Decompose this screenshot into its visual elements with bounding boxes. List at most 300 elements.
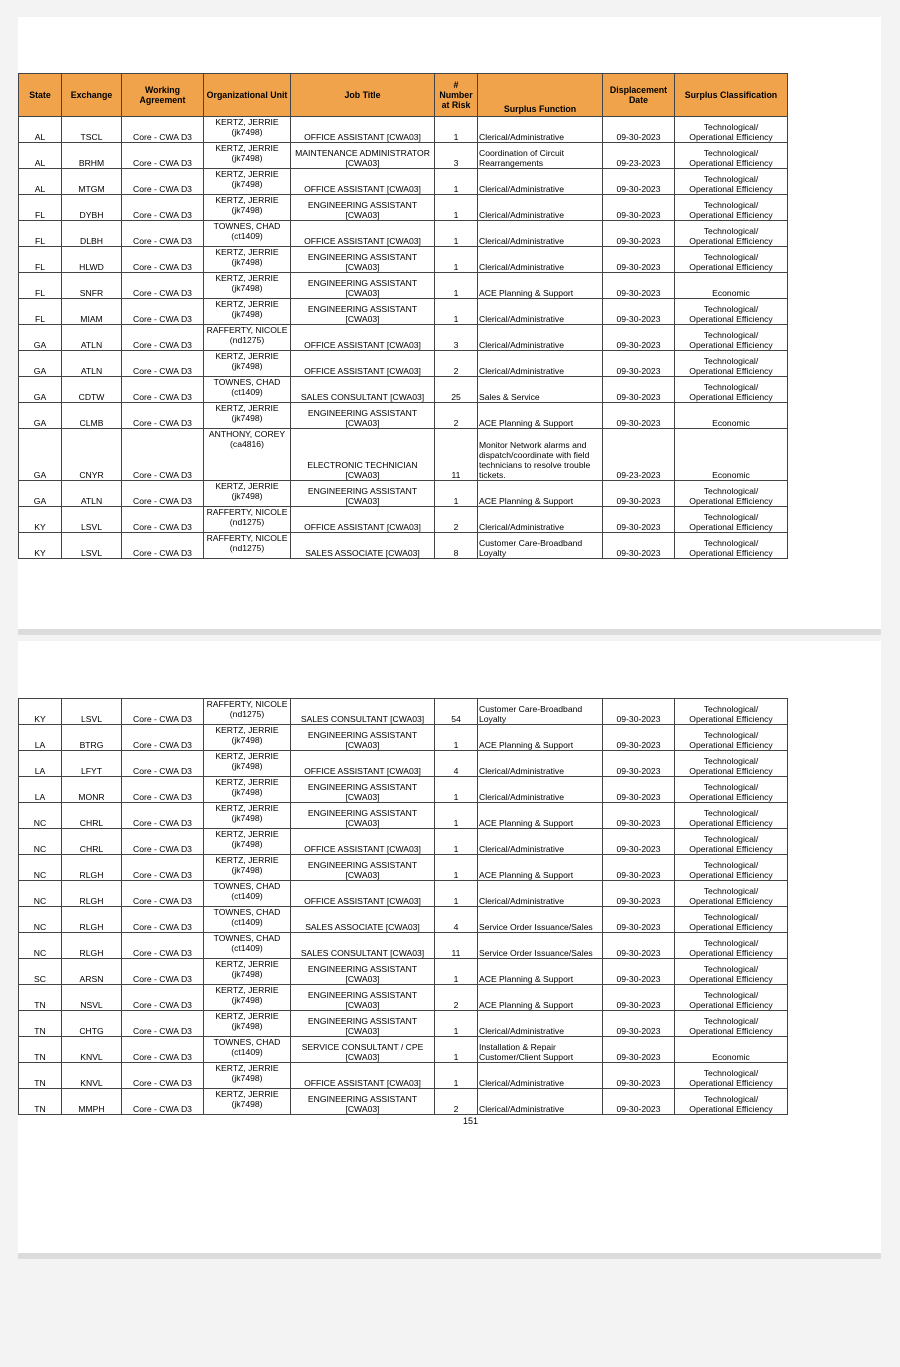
cell-surplus-function: Customer Care-Broadband Loyalty bbox=[478, 699, 603, 725]
table-row bbox=[19, 725, 788, 751]
cell-state: TN bbox=[19, 985, 62, 1011]
cell-state: NC bbox=[19, 907, 62, 933]
cell-exchange: ATLN bbox=[62, 325, 122, 351]
cell-number-at-risk: 1 bbox=[435, 855, 478, 881]
header-number-at-risk: # Number at Risk bbox=[435, 74, 478, 117]
cell-state: KY bbox=[19, 699, 62, 725]
cell-state: TN bbox=[19, 1011, 62, 1037]
cell-job-title: ENGINEERING ASSISTANT [CWA03] bbox=[291, 725, 435, 751]
cell-state: TN bbox=[19, 1089, 62, 1115]
table-body-page-2 bbox=[19, 699, 788, 1115]
cell-surplus-function: Clerical/Administrative bbox=[478, 169, 603, 195]
cell-surplus-function: Clerical/Administrative bbox=[478, 1089, 603, 1115]
cell-working-agreement: Core - CWA D3 bbox=[122, 985, 204, 1011]
cell-job-title: OFFICE ASSISTANT [CWA03] bbox=[291, 751, 435, 777]
cell-state: NC bbox=[19, 829, 62, 855]
table-row bbox=[19, 377, 788, 403]
surplus-table-page-1 bbox=[18, 73, 788, 559]
cell-surplus-classification: Technological/ Operational Efficiency bbox=[675, 299, 788, 325]
table-row bbox=[19, 195, 788, 221]
cell-surplus-function: Clerical/Administrative bbox=[478, 507, 603, 533]
cell-exchange: RLGH bbox=[62, 881, 122, 907]
cell-exchange: HLWD bbox=[62, 247, 122, 273]
cell-working-agreement: Core - CWA D3 bbox=[122, 855, 204, 881]
cell-state: NC bbox=[19, 881, 62, 907]
table-row bbox=[19, 299, 788, 325]
cell-job-title: ENGINEERING ASSISTANT [CWA03] bbox=[291, 1089, 435, 1115]
cell-working-agreement: Core - CWA D3 bbox=[122, 959, 204, 985]
cell-exchange: RLGH bbox=[62, 855, 122, 881]
cell-org-unit: KERTZ, JERRIE (jk7498) bbox=[204, 351, 291, 377]
cell-job-title: ENGINEERING ASSISTANT [CWA03] bbox=[291, 247, 435, 273]
cell-exchange: MIAM bbox=[62, 299, 122, 325]
table-row bbox=[19, 959, 788, 985]
cell-displacement-date: 09-30-2023 bbox=[603, 533, 675, 559]
cell-displacement-date: 09-30-2023 bbox=[603, 273, 675, 299]
cell-working-agreement: Core - CWA D3 bbox=[122, 725, 204, 751]
cell-number-at-risk: 2 bbox=[435, 507, 478, 533]
cell-working-agreement: Core - CWA D3 bbox=[122, 169, 204, 195]
cell-org-unit: KERTZ, JERRIE (jk7498) bbox=[204, 1011, 291, 1037]
cell-number-at-risk: 2 bbox=[435, 351, 478, 377]
cell-surplus-classification: Technological/ Operational Efficiency bbox=[675, 117, 788, 143]
cell-surplus-classification: Technological/ Operational Efficiency bbox=[675, 221, 788, 247]
cell-exchange: CHRL bbox=[62, 829, 122, 855]
table-row bbox=[19, 273, 788, 299]
cell-exchange: DLBH bbox=[62, 221, 122, 247]
cell-number-at-risk: 2 bbox=[435, 1089, 478, 1115]
cell-org-unit: ANTHONY, COREY (ca4816) bbox=[204, 429, 291, 481]
cell-surplus-classification: Technological/ Operational Efficiency bbox=[675, 881, 788, 907]
cell-org-unit: KERTZ, JERRIE (jk7498) bbox=[204, 117, 291, 143]
cell-number-at-risk: 1 bbox=[435, 959, 478, 985]
cell-exchange: ATLN bbox=[62, 481, 122, 507]
cell-number-at-risk: 54 bbox=[435, 699, 478, 725]
cell-org-unit: KERTZ, JERRIE (jk7498) bbox=[204, 777, 291, 803]
header-exchange: Exchange bbox=[62, 74, 122, 117]
cell-working-agreement: Core - CWA D3 bbox=[122, 751, 204, 777]
cell-surplus-function: Clerical/Administrative bbox=[478, 325, 603, 351]
cell-surplus-function: Clerical/Administrative bbox=[478, 247, 603, 273]
cell-job-title: ENGINEERING ASSISTANT [CWA03] bbox=[291, 1011, 435, 1037]
table-row bbox=[19, 1011, 788, 1037]
cell-surplus-function: ACE Planning & Support bbox=[478, 959, 603, 985]
cell-job-title: ENGINEERING ASSISTANT [CWA03] bbox=[291, 855, 435, 881]
cell-org-unit: KERTZ, JERRIE (jk7498) bbox=[204, 803, 291, 829]
cell-org-unit: TOWNES, CHAD (ct1409) bbox=[204, 907, 291, 933]
table-body-page-1 bbox=[19, 117, 788, 559]
cell-surplus-function: Clerical/Administrative bbox=[478, 221, 603, 247]
cell-state: GA bbox=[19, 325, 62, 351]
cell-surplus-function: Installation & Repair Customer/Client Support bbox=[478, 1037, 603, 1063]
cell-exchange: BRHM bbox=[62, 143, 122, 169]
table-row bbox=[19, 247, 788, 273]
cell-displacement-date: 09-30-2023 bbox=[603, 195, 675, 221]
cell-number-at-risk: 3 bbox=[435, 325, 478, 351]
cell-exchange: NSVL bbox=[62, 985, 122, 1011]
table-row bbox=[19, 429, 788, 481]
cell-surplus-function: Service Order Issuance/Sales bbox=[478, 933, 603, 959]
cell-displacement-date: 09-30-2023 bbox=[603, 169, 675, 195]
cell-exchange: LSVL bbox=[62, 699, 122, 725]
table-row bbox=[19, 933, 788, 959]
cell-working-agreement: Core - CWA D3 bbox=[122, 507, 204, 533]
cell-state: LA bbox=[19, 777, 62, 803]
cell-surplus-classification: Technological/ Operational Efficiency bbox=[675, 907, 788, 933]
cell-number-at-risk: 1 bbox=[435, 195, 478, 221]
cell-displacement-date: 09-30-2023 bbox=[603, 377, 675, 403]
table-row bbox=[19, 881, 788, 907]
cell-displacement-date: 09-30-2023 bbox=[603, 507, 675, 533]
cell-exchange: MONR bbox=[62, 777, 122, 803]
cell-org-unit: TOWNES, CHAD (ct1409) bbox=[204, 881, 291, 907]
cell-displacement-date: 09-30-2023 bbox=[603, 221, 675, 247]
cell-state: GA bbox=[19, 429, 62, 481]
cell-surplus-function: ACE Planning & Support bbox=[478, 985, 603, 1011]
cell-job-title: OFFICE ASSISTANT [CWA03] bbox=[291, 507, 435, 533]
cell-number-at-risk: 1 bbox=[435, 803, 478, 829]
cell-exchange: MTGM bbox=[62, 169, 122, 195]
cell-surplus-function: Monitor Network alarms and dispatch/coordinate with field technicians to resolve trouble tickets. bbox=[478, 429, 603, 481]
cell-job-title: OFFICE ASSISTANT [CWA03] bbox=[291, 1063, 435, 1089]
cell-exchange: CNYR bbox=[62, 429, 122, 481]
table-row bbox=[19, 699, 788, 725]
cell-displacement-date: 09-30-2023 bbox=[603, 881, 675, 907]
cell-state: FL bbox=[19, 273, 62, 299]
cell-exchange: SNFR bbox=[62, 273, 122, 299]
cell-surplus-function: Clerical/Administrative bbox=[478, 1063, 603, 1089]
cell-job-title: OFFICE ASSISTANT [CWA03] bbox=[291, 169, 435, 195]
cell-surplus-classification: Technological/ Operational Efficiency bbox=[675, 377, 788, 403]
cell-surplus-function: Clerical/Administrative bbox=[478, 1011, 603, 1037]
surplus-table-page-2 bbox=[18, 698, 788, 1115]
cell-job-title: ENGINEERING ASSISTANT [CWA03] bbox=[291, 403, 435, 429]
cell-job-title: SALES CONSULTANT [CWA03] bbox=[291, 933, 435, 959]
cell-surplus-classification: Technological/ Operational Efficiency bbox=[675, 533, 788, 559]
cell-exchange: RLGH bbox=[62, 933, 122, 959]
cell-working-agreement: Core - CWA D3 bbox=[122, 429, 204, 481]
cell-number-at-risk: 25 bbox=[435, 377, 478, 403]
cell-org-unit: KERTZ, JERRIE (jk7498) bbox=[204, 725, 291, 751]
cell-working-agreement: Core - CWA D3 bbox=[122, 1089, 204, 1115]
cell-job-title: ELECTRONIC TECHNICIAN [CWA03] bbox=[291, 429, 435, 481]
cell-working-agreement: Core - CWA D3 bbox=[122, 325, 204, 351]
cell-number-at-risk: 1 bbox=[435, 169, 478, 195]
cell-surplus-function: Customer Care-Broadband Loyalty bbox=[478, 533, 603, 559]
cell-surplus-function: ACE Planning & Support bbox=[478, 403, 603, 429]
cell-exchange: DYBH bbox=[62, 195, 122, 221]
cell-job-title: SALES ASSOCIATE [CWA03] bbox=[291, 907, 435, 933]
table-row bbox=[19, 1063, 788, 1089]
cell-exchange: BTRG bbox=[62, 725, 122, 751]
table-row bbox=[19, 803, 788, 829]
table-row bbox=[19, 325, 788, 351]
cell-working-agreement: Core - CWA D3 bbox=[122, 117, 204, 143]
cell-surplus-classification: Technological/ Operational Efficiency bbox=[675, 725, 788, 751]
cell-exchange: CHTG bbox=[62, 1011, 122, 1037]
cell-working-agreement: Core - CWA D3 bbox=[122, 907, 204, 933]
cell-exchange: ARSN bbox=[62, 959, 122, 985]
cell-working-agreement: Core - CWA D3 bbox=[122, 403, 204, 429]
cell-working-agreement: Core - CWA D3 bbox=[122, 1063, 204, 1089]
cell-number-at-risk: 11 bbox=[435, 429, 478, 481]
cell-org-unit: TOWNES, CHAD (ct1409) bbox=[204, 221, 291, 247]
cell-surplus-function: Clerical/Administrative bbox=[478, 195, 603, 221]
cell-number-at-risk: 1 bbox=[435, 1011, 478, 1037]
cell-job-title: ENGINEERING ASSISTANT [CWA03] bbox=[291, 481, 435, 507]
cell-surplus-function: Clerical/Administrative bbox=[478, 829, 603, 855]
table-header-row bbox=[19, 74, 788, 117]
cell-surplus-function: Clerical/Administrative bbox=[478, 751, 603, 777]
cell-surplus-classification: Technological/ Operational Efficiency bbox=[675, 803, 788, 829]
cell-number-at-risk: 1 bbox=[435, 1037, 478, 1063]
cell-org-unit: KERTZ, JERRIE (jk7498) bbox=[204, 299, 291, 325]
cell-org-unit: KERTZ, JERRIE (jk7498) bbox=[204, 403, 291, 429]
cell-working-agreement: Core - CWA D3 bbox=[122, 1011, 204, 1037]
cell-exchange: KNVL bbox=[62, 1037, 122, 1063]
cell-org-unit: KERTZ, JERRIE (jk7498) bbox=[204, 985, 291, 1011]
cell-working-agreement: Core - CWA D3 bbox=[122, 247, 204, 273]
cell-number-at-risk: 1 bbox=[435, 273, 478, 299]
cell-displacement-date: 09-30-2023 bbox=[603, 933, 675, 959]
cell-working-agreement: Core - CWA D3 bbox=[122, 803, 204, 829]
cell-state: FL bbox=[19, 221, 62, 247]
cell-exchange: LFYT bbox=[62, 751, 122, 777]
cell-org-unit: KERTZ, JERRIE (jk7498) bbox=[204, 195, 291, 221]
cell-job-title: ENGINEERING ASSISTANT [CWA03] bbox=[291, 299, 435, 325]
table-row bbox=[19, 117, 788, 143]
cell-number-at-risk: 1 bbox=[435, 777, 478, 803]
cell-org-unit: RAFFERTY, NICOLE (nd1275) bbox=[204, 699, 291, 725]
cell-state: FL bbox=[19, 299, 62, 325]
cell-org-unit: KERTZ, JERRIE (jk7498) bbox=[204, 751, 291, 777]
cell-org-unit: RAFFERTY, NICOLE (nd1275) bbox=[204, 325, 291, 351]
page-separator bbox=[18, 629, 881, 635]
cell-displacement-date: 09-30-2023 bbox=[603, 855, 675, 881]
cell-displacement-date: 09-30-2023 bbox=[603, 1063, 675, 1089]
cell-surplus-classification: Technological/ Operational Efficiency bbox=[675, 351, 788, 377]
table-row bbox=[19, 481, 788, 507]
cell-working-agreement: Core - CWA D3 bbox=[122, 881, 204, 907]
cell-number-at-risk: 1 bbox=[435, 881, 478, 907]
cell-surplus-classification: Economic bbox=[675, 1037, 788, 1063]
cell-job-title: OFFICE ASSISTANT [CWA03] bbox=[291, 325, 435, 351]
table-row bbox=[19, 533, 788, 559]
cell-number-at-risk: 1 bbox=[435, 299, 478, 325]
document-page-1 bbox=[18, 17, 881, 629]
cell-working-agreement: Core - CWA D3 bbox=[122, 777, 204, 803]
cell-exchange: CHRL bbox=[62, 803, 122, 829]
cell-surplus-classification: Technological/ Operational Efficiency bbox=[675, 829, 788, 855]
cell-displacement-date: 09-30-2023 bbox=[603, 777, 675, 803]
cell-working-agreement: Core - CWA D3 bbox=[122, 533, 204, 559]
cell-state: LA bbox=[19, 751, 62, 777]
cell-org-unit: KERTZ, JERRIE (jk7498) bbox=[204, 169, 291, 195]
cell-org-unit: KERTZ, JERRIE (jk7498) bbox=[204, 855, 291, 881]
cell-job-title: OFFICE ASSISTANT [CWA03] bbox=[291, 829, 435, 855]
cell-working-agreement: Core - CWA D3 bbox=[122, 273, 204, 299]
cell-org-unit: TOWNES, CHAD (ct1409) bbox=[204, 377, 291, 403]
cell-working-agreement: Core - CWA D3 bbox=[122, 699, 204, 725]
cell-exchange: ATLN bbox=[62, 351, 122, 377]
cell-surplus-function: ACE Planning & Support bbox=[478, 481, 603, 507]
cell-displacement-date: 09-23-2023 bbox=[603, 429, 675, 481]
cell-working-agreement: Core - CWA D3 bbox=[122, 933, 204, 959]
cell-surplus-function: ACE Planning & Support bbox=[478, 273, 603, 299]
cell-state: AL bbox=[19, 169, 62, 195]
cell-exchange: LSVL bbox=[62, 507, 122, 533]
table-row bbox=[19, 507, 788, 533]
cell-displacement-date: 09-30-2023 bbox=[603, 351, 675, 377]
cell-org-unit: KERTZ, JERRIE (jk7498) bbox=[204, 273, 291, 299]
cell-state: FL bbox=[19, 195, 62, 221]
cell-working-agreement: Core - CWA D3 bbox=[122, 143, 204, 169]
cell-job-title: OFFICE ASSISTANT [CWA03] bbox=[291, 351, 435, 377]
cell-job-title: ENGINEERING ASSISTANT [CWA03] bbox=[291, 959, 435, 985]
cell-job-title: OFFICE ASSISTANT [CWA03] bbox=[291, 117, 435, 143]
cell-exchange: TSCL bbox=[62, 117, 122, 143]
cell-surplus-classification: Economic bbox=[675, 429, 788, 481]
cell-working-agreement: Core - CWA D3 bbox=[122, 481, 204, 507]
cell-surplus-function: Clerical/Administrative bbox=[478, 881, 603, 907]
cell-exchange: LSVL bbox=[62, 533, 122, 559]
cell-surplus-classification: Technological/ Operational Efficiency bbox=[675, 143, 788, 169]
cell-job-title: ENGINEERING ASSISTANT [CWA03] bbox=[291, 985, 435, 1011]
cell-displacement-date: 09-30-2023 bbox=[603, 907, 675, 933]
cell-number-at-risk: 1 bbox=[435, 829, 478, 855]
cell-number-at-risk: 3 bbox=[435, 143, 478, 169]
cell-job-title: ENGINEERING ASSISTANT [CWA03] bbox=[291, 195, 435, 221]
cell-number-at-risk: 1 bbox=[435, 221, 478, 247]
cell-org-unit: KERTZ, JERRIE (jk7498) bbox=[204, 829, 291, 855]
cell-surplus-classification: Technological/ Operational Efficiency bbox=[675, 1011, 788, 1037]
cell-state: GA bbox=[19, 351, 62, 377]
cell-displacement-date: 09-30-2023 bbox=[603, 985, 675, 1011]
cell-surplus-classification: Technological/ Operational Efficiency bbox=[675, 751, 788, 777]
cell-exchange: CDTW bbox=[62, 377, 122, 403]
cell-job-title: SERVICE CONSULTANT / CPE [CWA03] bbox=[291, 1037, 435, 1063]
cell-state: SC bbox=[19, 959, 62, 985]
cell-state: AL bbox=[19, 117, 62, 143]
table-row bbox=[19, 777, 788, 803]
header-surplus-classification: Surplus Classification bbox=[675, 74, 788, 117]
cell-org-unit: KERTZ, JERRIE (jk7498) bbox=[204, 1063, 291, 1089]
cell-job-title: OFFICE ASSISTANT [CWA03] bbox=[291, 221, 435, 247]
cell-number-at-risk: 8 bbox=[435, 533, 478, 559]
cell-surplus-function: ACE Planning & Support bbox=[478, 803, 603, 829]
cell-job-title: OFFICE ASSISTANT [CWA03] bbox=[291, 881, 435, 907]
cell-surplus-function: Coordination of Circuit Rearrangements bbox=[478, 143, 603, 169]
cell-displacement-date: 09-30-2023 bbox=[603, 299, 675, 325]
table-row bbox=[19, 351, 788, 377]
page-number: 151 bbox=[462, 1116, 479, 1126]
cell-surplus-classification: Technological/ Operational Efficiency bbox=[675, 247, 788, 273]
cell-surplus-function: Sales & Service bbox=[478, 377, 603, 403]
cell-state: NC bbox=[19, 855, 62, 881]
cell-exchange: MMPH bbox=[62, 1089, 122, 1115]
document-page-2 bbox=[18, 641, 881, 1253]
cell-org-unit: KERTZ, JERRIE (jk7498) bbox=[204, 247, 291, 273]
cell-displacement-date: 09-30-2023 bbox=[603, 1089, 675, 1115]
cell-surplus-classification: Technological/ Operational Efficiency bbox=[675, 169, 788, 195]
cell-job-title: SALES CONSULTANT [CWA03] bbox=[291, 699, 435, 725]
cell-displacement-date: 09-30-2023 bbox=[603, 803, 675, 829]
cell-working-agreement: Core - CWA D3 bbox=[122, 351, 204, 377]
header-state: State bbox=[19, 74, 62, 117]
cell-working-agreement: Core - CWA D3 bbox=[122, 1037, 204, 1063]
cell-surplus-function: Clerical/Administrative bbox=[478, 777, 603, 803]
cell-state: KY bbox=[19, 507, 62, 533]
table-row bbox=[19, 829, 788, 855]
cell-job-title: ENGINEERING ASSISTANT [CWA03] bbox=[291, 803, 435, 829]
cell-number-at-risk: 11 bbox=[435, 933, 478, 959]
cell-state: NC bbox=[19, 933, 62, 959]
cell-surplus-classification: Economic bbox=[675, 273, 788, 299]
cell-displacement-date: 09-30-2023 bbox=[603, 1037, 675, 1063]
cell-number-at-risk: 1 bbox=[435, 1063, 478, 1089]
cell-state: GA bbox=[19, 377, 62, 403]
cell-state: GA bbox=[19, 481, 62, 507]
cell-displacement-date: 09-23-2023 bbox=[603, 143, 675, 169]
cell-state: TN bbox=[19, 1037, 62, 1063]
cell-surplus-classification: Technological/ Operational Efficiency bbox=[675, 1089, 788, 1115]
cell-surplus-classification: Technological/ Operational Efficiency bbox=[675, 195, 788, 221]
cell-surplus-classification: Technological/ Operational Efficiency bbox=[675, 777, 788, 803]
cell-working-agreement: Core - CWA D3 bbox=[122, 829, 204, 855]
cell-displacement-date: 09-30-2023 bbox=[603, 481, 675, 507]
cell-exchange: KNVL bbox=[62, 1063, 122, 1089]
cell-org-unit: TOWNES, CHAD (ct1409) bbox=[204, 1037, 291, 1063]
header-job-title: Job Title bbox=[291, 74, 435, 117]
cell-job-title: MAINTENANCE ADMINISTRATOR [CWA03] bbox=[291, 143, 435, 169]
header-org-unit: Organizational Unit bbox=[204, 74, 291, 117]
cell-org-unit: KERTZ, JERRIE (jk7498) bbox=[204, 1089, 291, 1115]
table-row bbox=[19, 221, 788, 247]
cell-surplus-classification: Technological/ Operational Efficiency bbox=[675, 959, 788, 985]
cell-org-unit: KERTZ, JERRIE (jk7498) bbox=[204, 959, 291, 985]
cell-displacement-date: 09-30-2023 bbox=[603, 117, 675, 143]
table-row bbox=[19, 907, 788, 933]
cell-displacement-date: 09-30-2023 bbox=[603, 699, 675, 725]
cell-surplus-function: Clerical/Administrative bbox=[478, 299, 603, 325]
cell-surplus-function: ACE Planning & Support bbox=[478, 855, 603, 881]
cell-surplus-function: ACE Planning & Support bbox=[478, 725, 603, 751]
cell-displacement-date: 09-30-2023 bbox=[603, 403, 675, 429]
cell-job-title: ENGINEERING ASSISTANT [CWA03] bbox=[291, 777, 435, 803]
cell-surplus-classification: Technological/ Operational Efficiency bbox=[675, 325, 788, 351]
cell-surplus-classification: Technological/ Operational Efficiency bbox=[675, 855, 788, 881]
cell-exchange: RLGH bbox=[62, 907, 122, 933]
cell-displacement-date: 09-30-2023 bbox=[603, 829, 675, 855]
cell-working-agreement: Core - CWA D3 bbox=[122, 195, 204, 221]
cell-displacement-date: 09-30-2023 bbox=[603, 751, 675, 777]
cell-job-title: SALES ASSOCIATE [CWA03] bbox=[291, 533, 435, 559]
cell-state: KY bbox=[19, 533, 62, 559]
table-row bbox=[19, 169, 788, 195]
header-working-agreement: Working Agreement bbox=[122, 74, 204, 117]
cell-org-unit: KERTZ, JERRIE (jk7498) bbox=[204, 481, 291, 507]
cell-job-title: SALES CONSULTANT [CWA03] bbox=[291, 377, 435, 403]
cell-state: LA bbox=[19, 725, 62, 751]
cell-number-at-risk: 4 bbox=[435, 751, 478, 777]
cell-number-at-risk: 1 bbox=[435, 117, 478, 143]
table-row bbox=[19, 143, 788, 169]
cell-number-at-risk: 1 bbox=[435, 481, 478, 507]
cell-state: GA bbox=[19, 403, 62, 429]
cell-displacement-date: 09-30-2023 bbox=[603, 725, 675, 751]
cell-displacement-date: 09-30-2023 bbox=[603, 325, 675, 351]
cell-working-agreement: Core - CWA D3 bbox=[122, 299, 204, 325]
